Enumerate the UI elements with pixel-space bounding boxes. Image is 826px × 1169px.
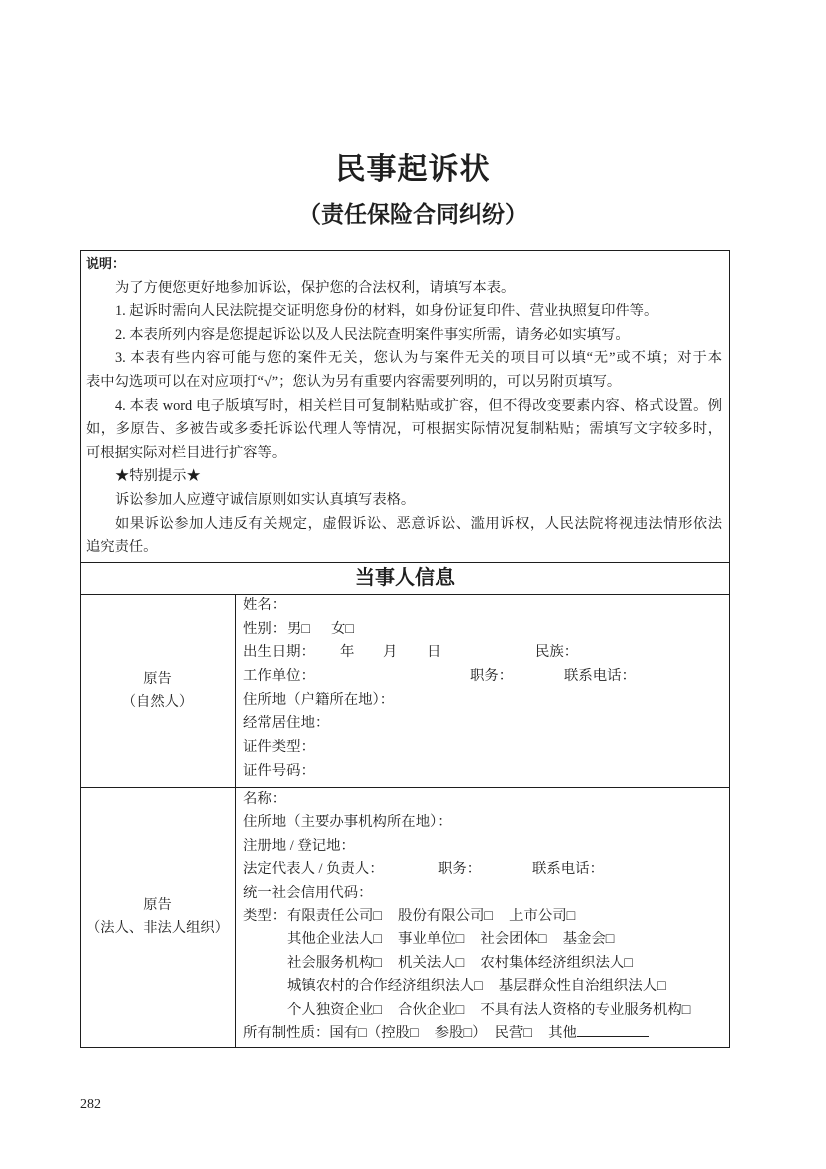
plaintiff-role-label: 原告 xyxy=(143,670,172,687)
habitual-residence-label: 经常居住地： xyxy=(243,715,330,732)
domicile-row xyxy=(243,689,723,713)
instruction-item-2: 2. 本表所列内容是您提起诉讼以及人民法院查明案件事实所需，请务必如实填写。 xyxy=(115,326,630,343)
entity-type-checkbox: 基金会□ xyxy=(562,931,615,948)
legal-rep-label: 法定代表人 / 负责人： xyxy=(243,861,384,878)
gender-female-checkbox: 女□ xyxy=(331,620,355,637)
entity-type-checkbox: 机关法人□ xyxy=(398,954,465,971)
ownership-row xyxy=(243,1022,723,1045)
gender-male-checkbox: 男□ xyxy=(287,620,311,637)
natural-plaintiff-label-cell xyxy=(80,594,235,787)
entity-type-row xyxy=(243,952,723,975)
entity-type-checkbox: 基层群众性自治组织法人□ xyxy=(498,978,666,995)
birth-day-label: 日 xyxy=(427,644,442,661)
instructions-block xyxy=(86,253,722,560)
employer-label: 工作单位： xyxy=(243,668,315,685)
birth-date-row xyxy=(243,641,723,665)
ownership-private-checkbox: 民营□ xyxy=(494,1024,533,1041)
plaintiff-type-label: （法人、非法人组织） xyxy=(86,920,229,936)
id-type-row xyxy=(243,736,723,760)
employer-row xyxy=(243,665,723,689)
ownership-label: 所有制性质： xyxy=(243,1024,330,1041)
name-row xyxy=(243,594,723,618)
domicile-label: 住所地（户籍所在地）： xyxy=(243,691,395,708)
credit-code-row xyxy=(243,882,723,905)
ethnicity-label: 民族： xyxy=(535,644,579,661)
document-title: 民事起诉状 xyxy=(335,153,491,186)
entity-type-checkbox: 上市公司□ xyxy=(509,907,576,924)
document-subtitle: （责任保险合同纠纷） xyxy=(298,202,528,227)
instruction-intro: 为了方便您更好地参加诉讼，保护您的合法权利，请填写本表。 xyxy=(115,279,516,296)
page-number: 282 xyxy=(80,1097,101,1112)
registration-label: 注册地 / 登记地： xyxy=(243,837,355,854)
entity-type-checkbox: 城镇农村的合作经济组织法人□ xyxy=(287,978,483,995)
ownership-share-checkbox: 参股□） xyxy=(434,1024,487,1041)
org-plaintiff-label-cell xyxy=(80,787,235,1047)
entity-type-checkbox: 合伙企业□ xyxy=(398,1001,465,1018)
entity-type-label: 类型： xyxy=(243,907,287,924)
id-type-label: 证件类型： xyxy=(243,739,315,756)
name-label: 姓名： xyxy=(243,597,287,613)
entity-type-checkbox: 有限责任公司□ xyxy=(287,907,383,924)
org-name-label: 名称： xyxy=(243,791,287,807)
entity-type-checkbox: 不具有法人资格的专业服务机构□ xyxy=(480,1001,691,1018)
org-domicile-row xyxy=(243,811,723,834)
ownership-state-checkbox: 国有□ xyxy=(329,1024,367,1041)
org-position-label: 职务： xyxy=(438,861,482,878)
ownership-other-label: 其他 xyxy=(548,1024,577,1041)
id-number-label: 证件号码： xyxy=(243,762,315,779)
special-notice-warning-line-1: 如果诉讼参加人违反有关规定，虚假诉讼、恶意诉讼、滥用诉权，人民法院将视违法情形依法 xyxy=(115,515,722,532)
id-number-row xyxy=(243,760,723,784)
instruction-item-3-line-2: 表中勾选项可以在对应项打“√”；您认为另有重要内容需要列明的，可以另附页填写。 xyxy=(86,373,622,390)
org-phone-label: 联系电话： xyxy=(532,861,604,878)
gender-row xyxy=(243,618,723,642)
entity-type-row xyxy=(243,928,723,951)
habitual-residence-row xyxy=(243,712,723,736)
plaintiff-type-label: （自然人） xyxy=(121,693,194,710)
entity-type-checkbox: 社会团体□ xyxy=(480,931,547,948)
ownership-holding-checkbox: （控股□ xyxy=(366,1024,419,1041)
table-column-divider xyxy=(235,594,236,1047)
phone-label: 联系电话： xyxy=(564,668,636,685)
instruction-item-4-line-1: 4. 本表 word 电子版填写时，相关栏目可复制粘贴或扩容，但不得改变要素内容、格式设置。例 xyxy=(115,397,722,414)
registration-row xyxy=(243,835,723,858)
special-notice-heading: ★特别提示★ xyxy=(115,468,201,485)
position-label: 职务： xyxy=(470,668,514,685)
special-notice-warning-line-2: 追究责任。 xyxy=(86,539,158,556)
natural-plaintiff-fields xyxy=(243,594,723,784)
entity-type-checkbox: 农村集体经济组织法人□ xyxy=(480,954,633,971)
org-plaintiff-fields xyxy=(243,788,723,1045)
entity-type-checkbox: 其他企业法人□ xyxy=(287,931,383,948)
entity-type-row xyxy=(243,999,723,1022)
party-info-heading: 当事人信息 xyxy=(355,567,455,589)
special-notice-line: 诉讼参加人应遵守诚信原则如实认真填写表格。 xyxy=(115,491,416,508)
birth-month-label: 月 xyxy=(383,644,398,661)
entity-type-checkbox: 事业单位□ xyxy=(398,931,465,948)
entity-type-row xyxy=(243,975,723,998)
birth-year-label: 年 xyxy=(340,644,355,661)
entity-type-checkbox: 股份有限公司□ xyxy=(398,907,494,924)
entity-type-row xyxy=(243,905,723,928)
entity-type-checkbox: 社会服务机构□ xyxy=(287,954,383,971)
legal-rep-row xyxy=(243,858,723,881)
credit-code-label: 统一社会信用代码： xyxy=(243,884,373,901)
org-name-row xyxy=(243,788,723,811)
plaintiff-role-label: 原告 xyxy=(143,897,172,913)
birth-date-label: 出生日期： xyxy=(243,644,315,661)
instructions-heading: 说明： xyxy=(86,257,126,272)
instruction-item-1: 1. 起诉时需向人民法院提交证明您身份的材料，如身份证复印件、营业执照复印件等。 xyxy=(115,303,659,320)
entity-type-checkbox: 个人独资企业□ xyxy=(287,1001,383,1018)
ownership-other-fill-blank xyxy=(577,1022,649,1037)
instruction-item-4-line-3: 可根据实际对栏目进行扩容等。 xyxy=(86,444,287,461)
gender-label: 性别： xyxy=(243,620,287,637)
instruction-item-4-line-2: 如，多原告、多被告或多委托诉讼代理人等情况，可根据实际情况复制粘贴；需填写文字较多时， xyxy=(86,421,722,438)
instruction-item-3-line-1: 3. 本表有些内容可能与您的案件无关，您认为与案件无关的项目可以填“无”或不填；对于本 xyxy=(115,350,722,367)
org-domicile-label: 住所地（主要办事机构所在地）： xyxy=(243,814,452,831)
